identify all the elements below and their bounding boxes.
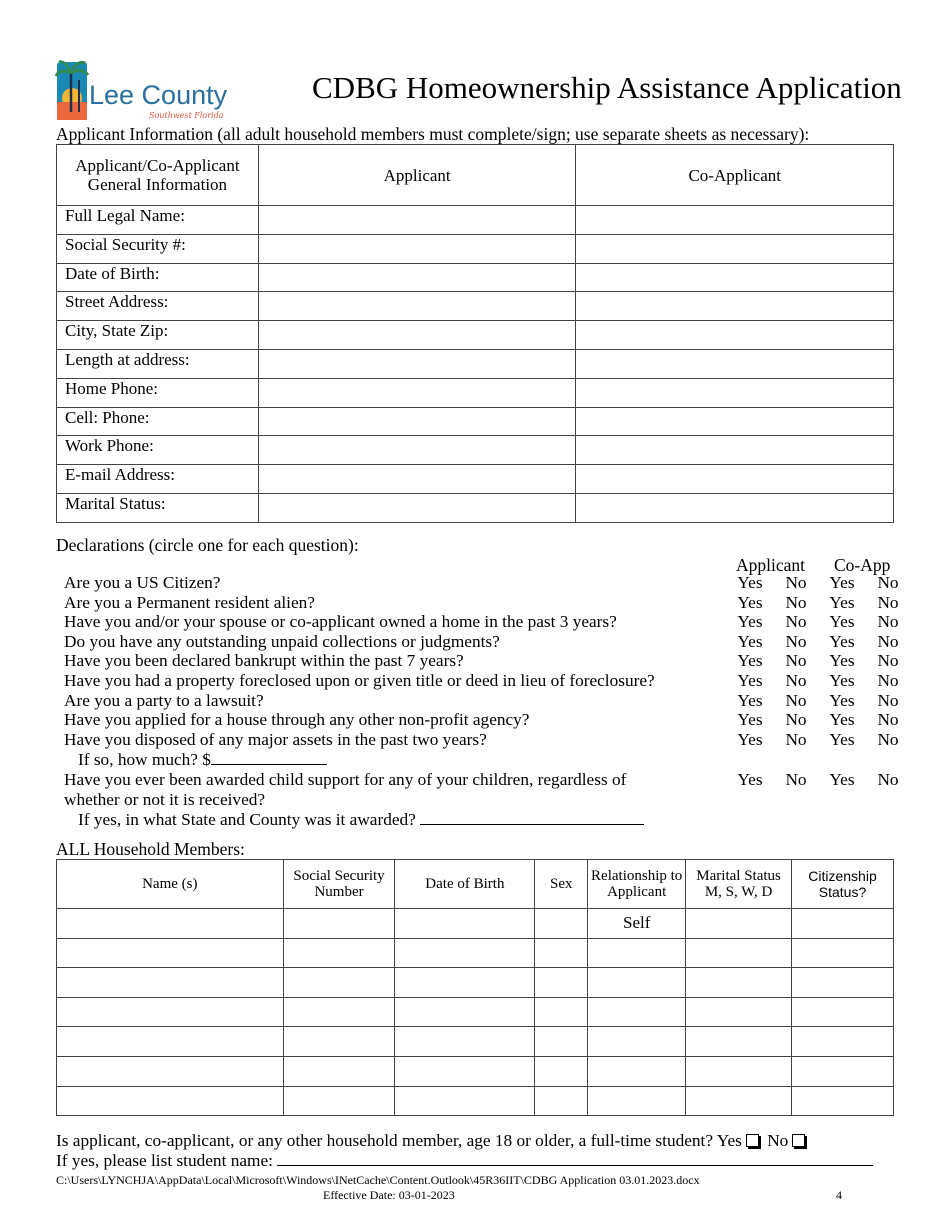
declaration-question: Have you disposed of any major assets in the past two years? <box>64 729 487 749</box>
applicant-no-option[interactable]: No <box>785 710 807 730</box>
declarations-coapp-header: Co-App <box>834 555 891 575</box>
declaration-question: Have you and/or your spouse or co-applicant owned a home in the past 3 years? <box>64 612 617 632</box>
relationship-cell[interactable]: Self <box>588 909 686 939</box>
applicant-field[interactable] <box>258 263 576 292</box>
student-question: Is applicant, co-applicant, or any other household member, age 18 or older, a full-time student? <box>56 1131 714 1150</box>
coapp-yes-option[interactable]: Yes <box>829 729 855 749</box>
name-cell[interactable] <box>57 968 284 998</box>
coapp-yes-option[interactable]: Yes <box>829 770 855 789</box>
applicant-no-option[interactable]: No <box>785 729 807 749</box>
dob-cell[interactable] <box>395 968 535 998</box>
co-applicant-field[interactable] <box>576 378 894 407</box>
citizenship-cell[interactable] <box>792 938 894 968</box>
citizenship-cell[interactable] <box>792 997 894 1027</box>
name-cell[interactable] <box>57 1027 284 1057</box>
ssn-cell[interactable] <box>283 1027 395 1057</box>
marital-cell[interactable] <box>686 1056 792 1086</box>
coapp-no-option[interactable]: No <box>877 770 899 789</box>
co-applicant-field[interactable] <box>576 321 894 350</box>
applicant-field[interactable] <box>258 206 576 235</box>
ssn-cell[interactable] <box>283 1056 395 1086</box>
citizenship-cell[interactable] <box>792 1056 894 1086</box>
marital-cell[interactable] <box>686 1027 792 1057</box>
table-row <box>57 321 894 350</box>
coapp-yes-option[interactable]: Yes <box>829 631 855 651</box>
child-support-question-cont: whether or not it is received? <box>64 790 266 809</box>
applicant-field[interactable] <box>258 321 576 350</box>
coapp-yes-option[interactable]: Yes <box>829 592 855 612</box>
col-applicant: Applicant <box>258 145 576 206</box>
name-cell[interactable] <box>57 997 284 1027</box>
applicant-field[interactable] <box>258 407 576 436</box>
table-row <box>57 1086 894 1116</box>
dob-cell[interactable] <box>395 1056 535 1086</box>
declarations-heading: Declarations (circle one for each question): <box>56 535 359 555</box>
citizenship-cell[interactable] <box>792 1027 894 1057</box>
how-much-input[interactable] <box>211 764 327 765</box>
footer-file-path: C:\Users\LYNCHJA\AppData\Local\Microsoft\Windows\INetCache\Content.Outlook\45R36IIT\CDBG Application 03.01.2023.docx <box>56 1173 700 1187</box>
coapp-yes-option[interactable]: Yes <box>829 573 855 592</box>
declaration-row <box>64 671 904 691</box>
student-name-input[interactable] <box>277 1165 873 1166</box>
col-names: Name (s) <box>57 860 284 909</box>
student-yes-checkbox[interactable] <box>746 1134 759 1147</box>
row-label: Social Security #: <box>57 234 259 263</box>
coapp-no-option[interactable]: No <box>877 651 899 671</box>
how-much-label: If so, how much? $ <box>78 750 211 769</box>
logo-text: Lee County <box>89 80 228 110</box>
table-row <box>57 436 894 465</box>
household-table <box>56 859 894 1116</box>
coapp-yes-option[interactable]: Yes <box>829 690 855 710</box>
page-number: 4 <box>836 1188 842 1202</box>
applicant-yes-option[interactable]: Yes <box>737 631 763 651</box>
household-heading: ALL Household Members: <box>56 839 245 859</box>
sex-cell[interactable] <box>535 1086 588 1116</box>
relationship-cell[interactable] <box>588 1056 686 1086</box>
sex-cell[interactable] <box>535 1056 588 1086</box>
row-label: Cell: Phone: <box>57 407 259 436</box>
declaration-question: Have you applied for a house through any other non-profit agency? <box>64 710 530 730</box>
marital-cell[interactable] <box>686 968 792 998</box>
name-cell[interactable] <box>57 1056 284 1086</box>
applicant-yes-option[interactable]: Yes <box>737 770 763 789</box>
declaration-row <box>64 710 904 730</box>
coapp-yes-option[interactable]: Yes <box>829 671 855 690</box>
col-co-applicant: Co-Applicant <box>576 145 894 206</box>
coapp-no-option[interactable]: No <box>877 592 899 612</box>
co-applicant-field[interactable] <box>576 493 894 522</box>
child-support-row <box>64 770 904 790</box>
student-name-row <box>56 1151 873 1171</box>
table-row <box>57 292 894 321</box>
table-row <box>57 206 894 235</box>
lee-county-logo <box>55 58 235 124</box>
co-applicant-field[interactable] <box>576 465 894 494</box>
relationship-cell[interactable] <box>588 997 686 1027</box>
footer-effective-date: Effective Date: 03-01-2023 <box>323 1188 455 1202</box>
child-support-question: Have you ever been awarded child support for any of your children, regardless of <box>64 770 627 789</box>
coapp-no-option[interactable]: No <box>877 729 899 749</box>
applicant-no-option[interactable]: No <box>785 690 807 710</box>
citizenship-cell[interactable] <box>792 1086 894 1116</box>
marital-cell[interactable] <box>686 997 792 1027</box>
table-row <box>57 349 894 378</box>
ssn-cell[interactable] <box>283 909 395 939</box>
table-row <box>57 1027 894 1057</box>
student-yes-label: Yes <box>716 1131 742 1150</box>
co-applicant-field[interactable] <box>576 206 894 235</box>
state-county-row <box>78 810 918 830</box>
dob-cell[interactable] <box>395 1027 535 1057</box>
applicant-no-option[interactable]: No <box>785 573 807 592</box>
row-label: E-mail Address: <box>57 465 259 494</box>
applicant-yes-option[interactable]: Yes <box>737 651 763 671</box>
coapp-no-option[interactable]: No <box>877 710 899 730</box>
declaration-question: Do you have any outstanding unpaid collections or judgments? <box>64 631 500 651</box>
applicant-info-heading: Applicant Information (all adult household members must complete/sign; use separate sheets as necessary): <box>56 124 810 144</box>
relationship-cell[interactable] <box>588 938 686 968</box>
applicant-field[interactable] <box>258 493 576 522</box>
coapp-yes-option[interactable]: Yes <box>829 710 855 730</box>
sex-cell[interactable] <box>535 997 588 1027</box>
name-cell[interactable] <box>57 1086 284 1116</box>
coapp-no-option[interactable]: No <box>877 631 899 651</box>
row-label: Street Address: <box>57 292 259 321</box>
applicant-field[interactable] <box>258 292 576 321</box>
applicant-no-option[interactable]: No <box>785 612 807 632</box>
student-no-label: No <box>767 1131 789 1150</box>
declaration-row <box>64 651 904 671</box>
declaration-row <box>64 730 904 750</box>
col-ssn: Social Security Number <box>283 860 395 909</box>
col-general-info: Applicant/Co-Applicant General Information <box>57 145 259 206</box>
coapp-yes-option[interactable]: Yes <box>829 651 855 671</box>
applicant-yes-option[interactable]: Yes <box>737 612 763 632</box>
dob-cell[interactable] <box>395 909 535 939</box>
sex-cell[interactable] <box>535 909 588 939</box>
applicant-no-option[interactable]: No <box>785 592 807 612</box>
declaration-question: Have you had a property foreclosed upon or given title or deed in lieu of foreclosure? <box>64 671 655 690</box>
co-applicant-field[interactable] <box>576 292 894 321</box>
row-label: Date of Birth: <box>57 263 259 292</box>
sex-cell[interactable] <box>535 968 588 998</box>
col-relationship: Relationship to Applicant <box>588 860 686 909</box>
applicant-no-option[interactable]: No <box>785 631 807 651</box>
co-applicant-field[interactable] <box>576 349 894 378</box>
col-dob: Date of Birth <box>395 860 535 909</box>
relationship-cell[interactable] <box>588 968 686 998</box>
applicant-field[interactable] <box>258 234 576 263</box>
relationship-cell[interactable] <box>588 1027 686 1057</box>
dob-cell[interactable] <box>395 997 535 1027</box>
table-row <box>57 407 894 436</box>
col-citizenship: Citizenship Status? <box>792 860 894 909</box>
table-row <box>57 493 894 522</box>
coapp-no-option[interactable]: No <box>877 690 899 710</box>
marital-cell[interactable] <box>686 938 792 968</box>
student-no-checkbox[interactable] <box>792 1134 805 1147</box>
student-question-row <box>56 1131 809 1151</box>
coapp-no-option[interactable]: No <box>877 573 899 592</box>
co-applicant-field[interactable] <box>576 407 894 436</box>
declaration-question: Have you been declared bankrupt within the past 7 years? <box>64 651 464 671</box>
state-county-label: If yes, in what State and County was it awarded? <box>78 810 416 829</box>
declaration-row <box>64 593 904 613</box>
declaration-question: Are you a party to a lawsuit? <box>64 690 264 710</box>
coapp-no-option[interactable]: No <box>877 671 899 690</box>
child-support-row-cont <box>64 790 904 810</box>
relationship-cell[interactable] <box>588 1086 686 1116</box>
row-label: Marital Status: <box>57 493 259 522</box>
how-much-row <box>78 750 918 770</box>
table-row <box>57 938 894 968</box>
row-label: Length at address: <box>57 349 259 378</box>
co-applicant-field[interactable] <box>576 436 894 465</box>
declarations-applicant-header: Applicant <box>736 555 806 575</box>
applicant-no-option[interactable]: No <box>785 651 807 671</box>
applicant-yes-option[interactable]: Yes <box>737 690 763 710</box>
ssn-cell[interactable] <box>283 1086 395 1116</box>
col-marital-status: Marital Status M, S, W, D <box>686 860 792 909</box>
applicant-yes-option[interactable]: Yes <box>737 729 763 749</box>
applicant-yes-option[interactable]: Yes <box>737 592 763 612</box>
sex-cell[interactable] <box>535 938 588 968</box>
dob-cell[interactable] <box>395 1086 535 1116</box>
table-row <box>57 465 894 494</box>
citizenship-cell[interactable] <box>792 909 894 939</box>
applicant-field[interactable] <box>258 436 576 465</box>
declaration-row <box>64 573 904 593</box>
declaration-row <box>64 691 904 711</box>
table-row <box>57 909 894 939</box>
table-row <box>57 968 894 998</box>
table-row <box>57 234 894 263</box>
declaration-row <box>64 632 904 652</box>
applicant-info-table <box>56 144 894 523</box>
row-label: Home Phone: <box>57 378 259 407</box>
col-sex: Sex <box>535 860 588 909</box>
applicant-field[interactable] <box>258 349 576 378</box>
ssn-cell[interactable] <box>283 968 395 998</box>
applicant-yes-option[interactable]: Yes <box>737 573 763 592</box>
name-cell[interactable] <box>57 938 284 968</box>
document-title: CDBG Homeownership Assistance Application <box>312 70 902 105</box>
row-label: Work Phone: <box>57 436 259 465</box>
dob-cell[interactable] <box>395 938 535 968</box>
student-name-label: If yes, please list student name: <box>56 1151 273 1170</box>
table-row <box>57 1056 894 1086</box>
co-applicant-field[interactable] <box>576 263 894 292</box>
applicant-no-option[interactable]: No <box>785 770 807 789</box>
logo-tagline: Southwest Florida <box>149 111 224 120</box>
coapp-no-option[interactable]: No <box>877 612 899 632</box>
declaration-row <box>64 612 904 632</box>
name-cell[interactable] <box>57 909 284 939</box>
declaration-question: Are you a Permanent resident alien? <box>64 592 315 612</box>
co-applicant-field[interactable] <box>576 234 894 263</box>
sex-cell[interactable] <box>535 1027 588 1057</box>
declaration-question: Are you a US Citizen? <box>64 573 221 592</box>
coapp-yes-option[interactable]: Yes <box>829 612 855 632</box>
row-label: Full Legal Name: <box>57 206 259 235</box>
state-county-input[interactable] <box>420 824 644 825</box>
citizenship-cell[interactable] <box>792 968 894 998</box>
table-row <box>57 378 894 407</box>
marital-cell[interactable] <box>686 1086 792 1116</box>
table-row <box>57 997 894 1027</box>
applicant-field[interactable] <box>258 378 576 407</box>
applicant-yes-option[interactable]: Yes <box>737 710 763 730</box>
applicant-yes-option[interactable]: Yes <box>737 671 763 690</box>
marital-cell[interactable] <box>686 909 792 939</box>
applicant-no-option[interactable]: No <box>785 671 807 690</box>
table-row <box>57 263 894 292</box>
ssn-cell[interactable] <box>283 997 395 1027</box>
applicant-field[interactable] <box>258 465 576 494</box>
ssn-cell[interactable] <box>283 938 395 968</box>
row-label: City, State Zip: <box>57 321 259 350</box>
